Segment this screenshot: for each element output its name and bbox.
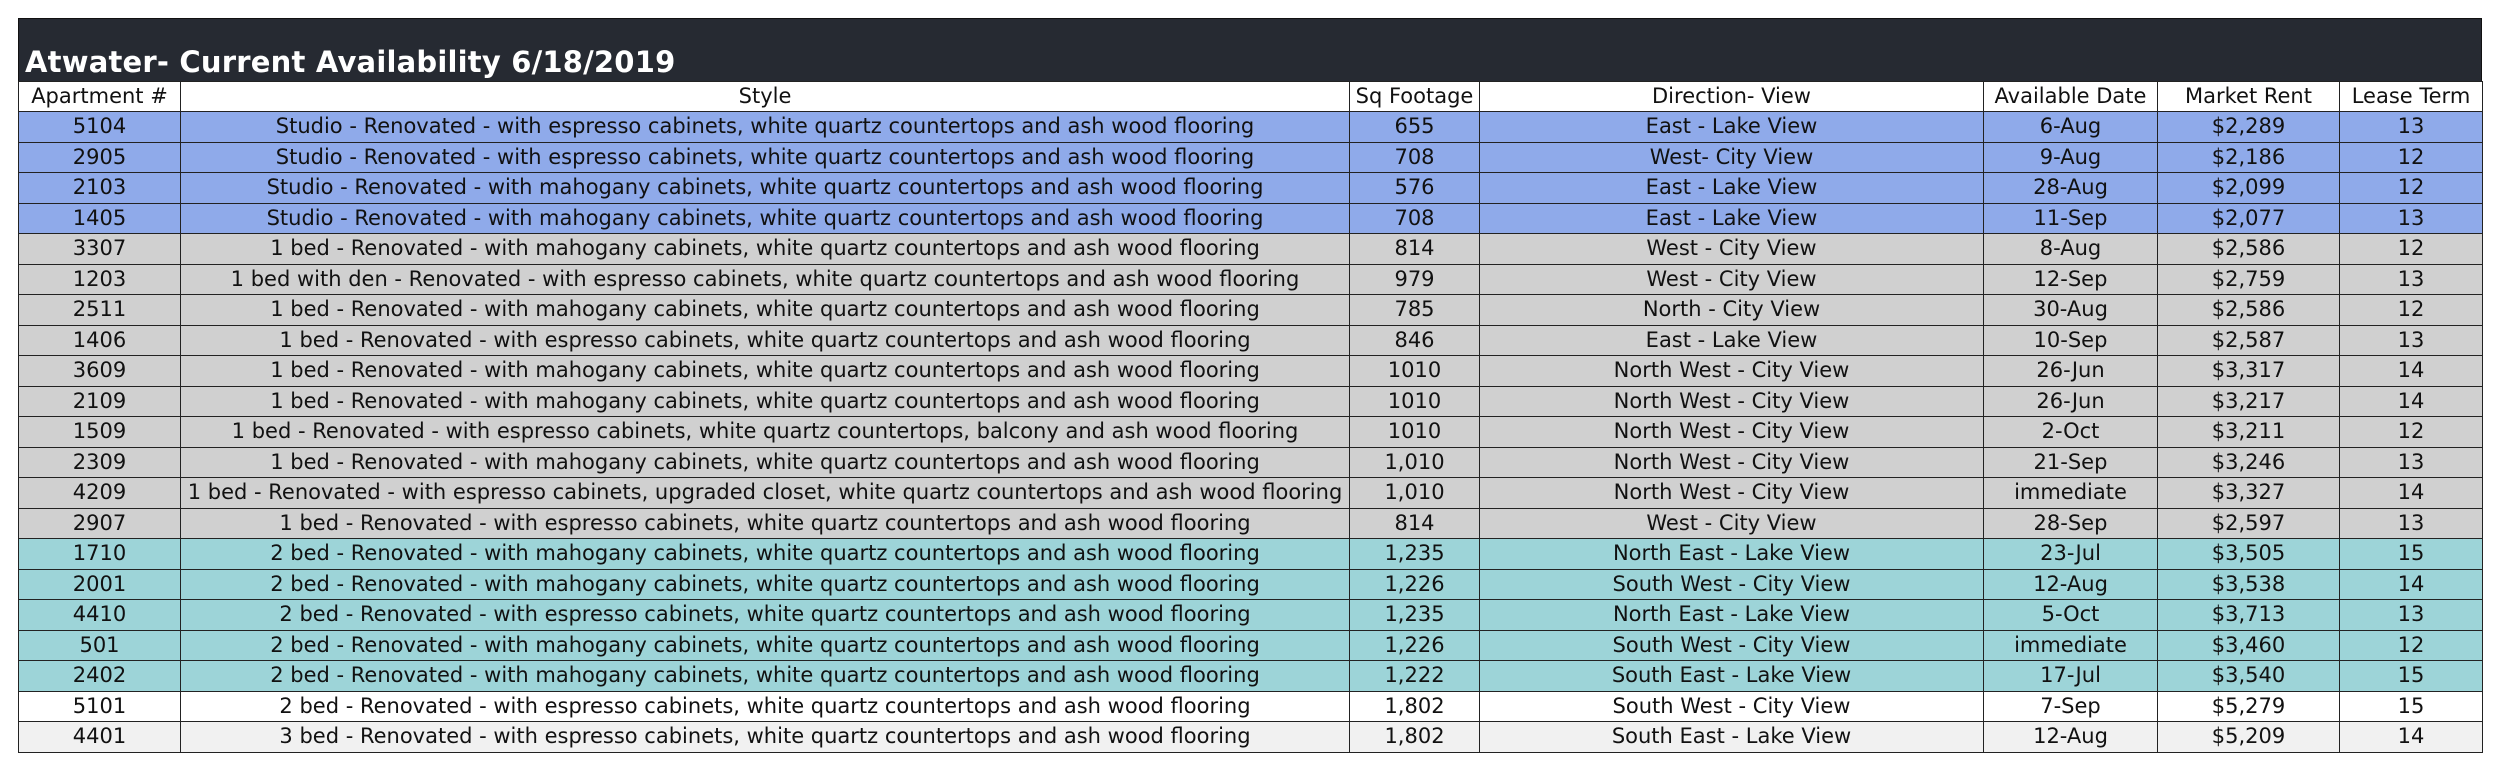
direction-view-cell: East - Lake View [1480,173,1984,204]
direction-view-cell: North West - City View [1480,447,1984,478]
direction-view-cell: South West - City View [1480,630,1984,661]
lease-term-cell: 15 [2340,539,2483,570]
lease-term-cell: 13 [2340,508,2483,539]
available-date-cell: 12-Aug [1984,722,2158,753]
sq-footage-cell: 785 [1350,295,1480,326]
available-date-cell: 2-Oct [1984,417,2158,448]
available-date-cell: immediate [1984,630,2158,661]
direction-view-cell: South West - City View [1480,691,1984,722]
direction-view-cell: North West - City View [1480,478,1984,509]
column-header-style: Style [181,82,1350,112]
lease-term-cell: 14 [2340,386,2483,417]
sq-footage-cell: 1,235 [1350,539,1480,570]
market-rent-cell: $3,538 [2158,569,2340,600]
sq-footage-cell: 1010 [1350,417,1480,448]
table-row [19,173,2483,204]
sq-footage-cell: 1,226 [1350,569,1480,600]
apartment-number-cell: 2109 [19,386,181,417]
market-rent-cell: $3,460 [2158,630,2340,661]
table-row [19,569,2483,600]
style-cell: Studio - Renovated - with espresso cabinets, white quartz countertops and ash wood flooring [181,112,1350,143]
direction-view-cell: South East - Lake View [1480,661,1984,692]
style-cell: 1 bed - Renovated - with mahogany cabinets, white quartz countertops and ash wood flooring [181,356,1350,387]
available-date-cell: 6-Aug [1984,112,2158,143]
title-bar [18,18,2482,81]
market-rent-cell: $3,217 [2158,386,2340,417]
market-rent-cell: $2,587 [2158,325,2340,356]
apartment-number-cell: 501 [19,630,181,661]
direction-view-cell: North East - Lake View [1480,600,1984,631]
sq-footage-cell: 1,802 [1350,722,1480,753]
column-header-available-date: Available Date [1984,82,2158,112]
style-cell: 1 bed - Renovated - with espresso cabinets, white quartz countertops and ash wood flooring [181,325,1350,356]
direction-view-cell: North - City View [1480,295,1984,326]
table-row [19,203,2483,234]
apartment-number-cell: 1203 [19,264,181,295]
available-date-cell: 11-Sep [1984,203,2158,234]
style-cell: Studio - Renovated - with mahogany cabinets, white quartz countertops and ash wood flooring [181,203,1350,234]
direction-view-cell: North West - City View [1480,386,1984,417]
lease-term-cell: 12 [2340,234,2483,265]
lease-term-cell: 12 [2340,295,2483,326]
sq-footage-cell: 1,226 [1350,630,1480,661]
available-date-cell: 28-Aug [1984,173,2158,204]
lease-term-cell: 13 [2340,325,2483,356]
sq-footage-cell: 1,222 [1350,661,1480,692]
sq-footage-cell: 708 [1350,203,1480,234]
table-row [19,508,2483,539]
market-rent-cell: $2,186 [2158,142,2340,173]
sq-footage-cell: 1,235 [1350,600,1480,631]
style-cell: 1 bed - Renovated - with mahogany cabinets, white quartz countertops and ash wood flooring [181,295,1350,326]
table-row [19,142,2483,173]
market-rent-cell: $2,099 [2158,173,2340,204]
market-rent-cell: $2,289 [2158,112,2340,143]
sq-footage-cell: 1010 [1350,356,1480,387]
market-rent-cell: $3,211 [2158,417,2340,448]
available-date-cell: 7-Sep [1984,691,2158,722]
header-row [19,82,2483,112]
apartment-number-cell: 2309 [19,447,181,478]
lease-term-cell: 13 [2340,203,2483,234]
direction-view-cell: East - Lake View [1480,325,1984,356]
style-cell: 3 bed - Renovated - with espresso cabinets, white quartz countertops and ash wood flooring [181,722,1350,753]
direction-view-cell: West - City View [1480,264,1984,295]
style-cell: 2 bed - Renovated - with espresso cabinets, white quartz countertops and ash wood flooring [181,600,1350,631]
apartment-number-cell: 5104 [19,112,181,143]
sq-footage-cell: 708 [1350,142,1480,173]
table-body [19,112,2483,753]
available-date-cell: immediate [1984,478,2158,509]
sq-footage-cell: 655 [1350,112,1480,143]
sheet-title: Atwater- Current Availability 6/18/2019 [25,45,676,79]
lease-term-cell: 12 [2340,142,2483,173]
apartment-number-cell: 3307 [19,234,181,265]
direction-view-cell: West - City View [1480,234,1984,265]
apartment-number-cell: 4401 [19,722,181,753]
direction-view-cell: West- City View [1480,142,1984,173]
style-cell: 1 bed - Renovated - with mahogany cabinets, white quartz countertops and ash wood flooring [181,386,1350,417]
style-cell: 2 bed - Renovated - with mahogany cabinets, white quartz countertops and ash wood flooring [181,539,1350,570]
apartment-number-cell: 2402 [19,661,181,692]
direction-view-cell: East - Lake View [1480,112,1984,143]
sq-footage-cell: 576 [1350,173,1480,204]
lease-term-cell: 14 [2340,356,2483,387]
style-cell: 1 bed - Renovated - with mahogany cabinets, white quartz countertops and ash wood flooring [181,234,1350,265]
market-rent-cell: $3,713 [2158,600,2340,631]
apartment-number-cell: 1509 [19,417,181,448]
style-cell: 2 bed - Renovated - with mahogany cabinets, white quartz countertops and ash wood flooring [181,569,1350,600]
market-rent-cell: $2,759 [2158,264,2340,295]
availability-sheet [18,18,2482,753]
apartment-number-cell: 4209 [19,478,181,509]
style-cell: 2 bed - Renovated - with mahogany cabinets, white quartz countertops and ash wood flooring [181,630,1350,661]
apartment-number-cell: 5101 [19,691,181,722]
style-cell: 1 bed with den - Renovated - with espresso cabinets, white quartz countertops and ash wood flooring [181,264,1350,295]
lease-term-cell: 14 [2340,722,2483,753]
column-header-lease-term: Lease Term [2340,82,2483,112]
direction-view-cell: West - City View [1480,508,1984,539]
style-cell: Studio - Renovated - with espresso cabinets, white quartz countertops and ash wood flooring [181,142,1350,173]
lease-term-cell: 12 [2340,173,2483,204]
lease-term-cell: 13 [2340,600,2483,631]
market-rent-cell: $2,597 [2158,508,2340,539]
market-rent-cell: $3,540 [2158,661,2340,692]
lease-term-cell: 14 [2340,478,2483,509]
table-row [19,264,2483,295]
style-cell: 1 bed - Renovated - with espresso cabinets, white quartz countertops and ash wood flooring [181,508,1350,539]
table-row [19,600,2483,631]
available-date-cell: 23-Jul [1984,539,2158,570]
table-row [19,661,2483,692]
apartment-number-cell: 2511 [19,295,181,326]
style-cell: 2 bed - Renovated - with mahogany cabinets, white quartz countertops and ash wood flooring [181,661,1350,692]
sq-footage-cell: 846 [1350,325,1480,356]
table-row [19,386,2483,417]
lease-term-cell: 12 [2340,417,2483,448]
lease-term-cell: 13 [2340,447,2483,478]
apartment-number-cell: 2103 [19,173,181,204]
table-row [19,325,2483,356]
market-rent-cell: $5,279 [2158,691,2340,722]
style-cell: 2 bed - Renovated - with espresso cabinets, white quartz countertops and ash wood flooring [181,691,1350,722]
available-date-cell: 17-Jul [1984,661,2158,692]
table-row [19,691,2483,722]
apartment-number-cell: 1406 [19,325,181,356]
table-row [19,234,2483,265]
available-date-cell: 28-Sep [1984,508,2158,539]
table-row [19,295,2483,326]
sq-footage-cell: 1,010 [1350,478,1480,509]
direction-view-cell: North West - City View [1480,417,1984,448]
available-date-cell: 21-Sep [1984,447,2158,478]
lease-term-cell: 12 [2340,630,2483,661]
table-row [19,722,2483,753]
direction-view-cell: North West - City View [1480,356,1984,387]
available-date-cell: 30-Aug [1984,295,2158,326]
available-date-cell: 5-Oct [1984,600,2158,631]
style-cell: 1 bed - Renovated - with espresso cabinets, white quartz countertops, balcony and ash wood flooring [181,417,1350,448]
market-rent-cell: $3,317 [2158,356,2340,387]
apartment-number-cell: 2905 [19,142,181,173]
style-cell: 1 bed - Renovated - with mahogany cabinets, white quartz countertops and ash wood flooring [181,447,1350,478]
available-date-cell: 12-Sep [1984,264,2158,295]
column-header-direction-view: Direction- View [1480,82,1984,112]
sq-footage-cell: 814 [1350,508,1480,539]
column-header-sq-footage: Sq Footage [1350,82,1480,112]
column-header-market-rent: Market Rent [2158,82,2340,112]
table-row [19,478,2483,509]
sq-footage-cell: 1010 [1350,386,1480,417]
market-rent-cell: $5,209 [2158,722,2340,753]
table-row [19,447,2483,478]
market-rent-cell: $3,246 [2158,447,2340,478]
apartment-number-cell: 2907 [19,508,181,539]
table-row [19,539,2483,570]
sq-footage-cell: 814 [1350,234,1480,265]
available-date-cell: 12-Aug [1984,569,2158,600]
style-cell: 1 bed - Renovated - with espresso cabinets, upgraded closet, white quartz countertops and ash wood flooring [181,478,1350,509]
direction-view-cell: North East - Lake View [1480,539,1984,570]
available-date-cell: 8-Aug [1984,234,2158,265]
sq-footage-cell: 979 [1350,264,1480,295]
available-date-cell: 26-Jun [1984,386,2158,417]
apartment-number-cell: 1710 [19,539,181,570]
market-rent-cell: $2,586 [2158,234,2340,265]
market-rent-cell: $2,077 [2158,203,2340,234]
available-date-cell: 10-Sep [1984,325,2158,356]
table-row [19,112,2483,143]
table-row [19,356,2483,387]
market-rent-cell: $2,586 [2158,295,2340,326]
sq-footage-cell: 1,010 [1350,447,1480,478]
market-rent-cell: $3,505 [2158,539,2340,570]
availability-table [18,81,2483,753]
direction-view-cell: South West - City View [1480,569,1984,600]
table-row [19,417,2483,448]
sq-footage-cell: 1,802 [1350,691,1480,722]
style-cell: Studio - Renovated - with mahogany cabinets, white quartz countertops and ash wood flooring [181,173,1350,204]
column-header-apartment: Apartment # [19,82,181,112]
table-row [19,630,2483,661]
lease-term-cell: 14 [2340,569,2483,600]
lease-term-cell: 13 [2340,264,2483,295]
direction-view-cell: East - Lake View [1480,203,1984,234]
lease-term-cell: 15 [2340,691,2483,722]
direction-view-cell: South East - Lake View [1480,722,1984,753]
lease-term-cell: 13 [2340,112,2483,143]
available-date-cell: 9-Aug [1984,142,2158,173]
market-rent-cell: $3,327 [2158,478,2340,509]
apartment-number-cell: 4410 [19,600,181,631]
available-date-cell: 26-Jun [1984,356,2158,387]
apartment-number-cell: 1405 [19,203,181,234]
apartment-number-cell: 3609 [19,356,181,387]
lease-term-cell: 15 [2340,661,2483,692]
apartment-number-cell: 2001 [19,569,181,600]
